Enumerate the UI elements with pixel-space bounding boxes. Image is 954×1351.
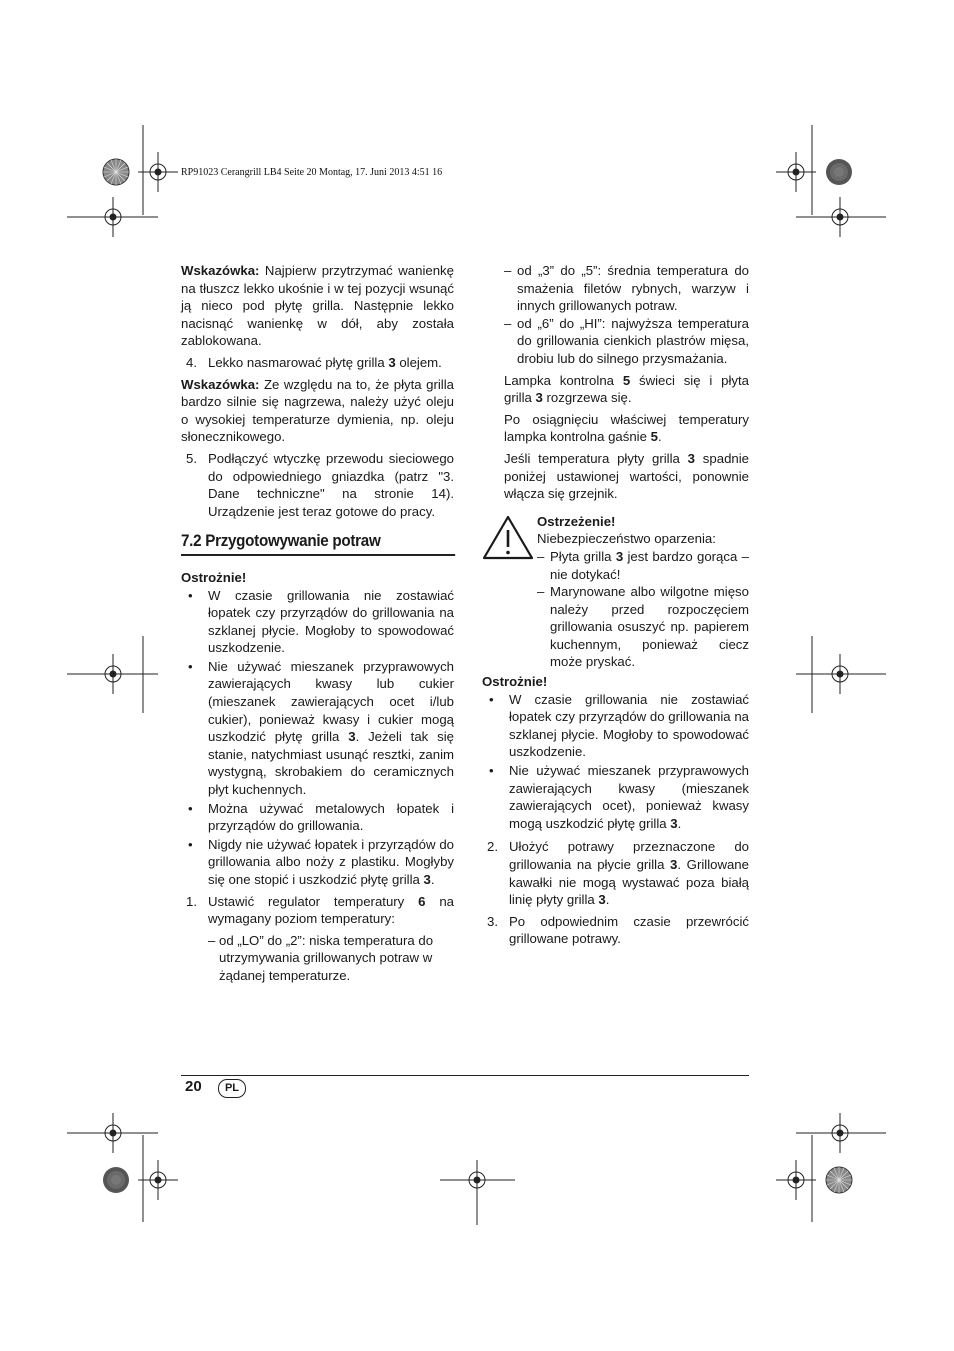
step-4: 4. Lekko nasmarować płytę grilla 3 olejem. bbox=[186, 354, 442, 370]
left-column bbox=[181, 262, 454, 985]
right-list bbox=[482, 691, 749, 948]
footer-rule bbox=[181, 1075, 749, 1076]
bullet-item: • W czasie grillowania nie zostawiać łopatek czy przyrządów do grillowania na szklanej płycie. Mogłoby to spowodować uszkodzenie. bbox=[188, 587, 454, 656]
right-column bbox=[482, 262, 749, 948]
warning-content bbox=[537, 513, 749, 671]
bullet-item: • Nie używać mieszanek przyprawowych zawierających kwasy lub cukier (mieszanek zawierających ocet i/lub cukier), ponieważ kwasy i cukier mogą uszkodzić płytę grilla 3. Jeżeli tak się stanie, natychmiast usunąć resztki, zanim wystygną, skrobakiem do ceramicznych płyt kuchennych. bbox=[188, 658, 454, 798]
section-title: 7.2 Przygotowywanie potraw bbox=[181, 533, 455, 556]
step-2: 2. Ułożyć potrawy przeznaczone do grillowania na płycie grilla 3. Grillowane kawałki nie mogą wystawać poza białą linię płyty grilla 3. bbox=[487, 839, 749, 908]
paragraph-lamp-on: Lampka kontrolna 5 świeci się i płyta grilla 3 rozgrzewa się. bbox=[504, 372, 749, 406]
step-3: 3. Po odpowiednim czasie przewrócić grillowane potrawy. bbox=[487, 913, 749, 947]
bullet-item: • Nie używać mieszanek przyprawowych zawierających kwasy (mieszanek zawierających ocet), ponieważ kwasy mogą uszkodzić płytę grilla 3. bbox=[489, 763, 749, 831]
section-heading-wrap bbox=[181, 533, 454, 556]
warning-item: – Marynowane albo wilgotne mięso należy przed rozpoczęciem grillowania osuszyć np. papierem kuchennym, ponieważ ciecz może pryskać. bbox=[537, 584, 749, 670]
temperature-range-medium: – od „3” do „5”: średnia temperatura do smażenia filetów rybnych, warzyw i innych grillowanych potraw. bbox=[504, 263, 749, 314]
temperature-range-low: – od „LO” do „2”: niska temperatura do utrzymywania grillowanych potraw w żądanej temperaturze. bbox=[208, 932, 434, 983]
note-tip-2: Wskazówka: Ze względu na to, że płyta grilla bardzo silnie się nagrzewa, należy użyć oleju o wysokiej temperaturze dymienia, np. oleju słonecznikowego. bbox=[181, 376, 454, 445]
warning-title: Ostrzeżenie! bbox=[537, 513, 616, 529]
bullet-item: • Można używać metalowych łopatek i przyrządów do grillowania. bbox=[188, 800, 454, 834]
caution-label: Ostrożnie! bbox=[482, 674, 548, 690]
warning-triangle-icon bbox=[482, 514, 534, 560]
language-badge: PL bbox=[218, 1079, 246, 1098]
page-number: 20 bbox=[185, 1078, 202, 1095]
paragraph-heater: Jeśli temperatura płyty grilla 3 spadnie poniżej ustawionej wartości, ponownie włącza się grzejnik. bbox=[504, 450, 749, 502]
bullet-item: • W czasie grillowania nie zostawiać łopatek czy przyrządów do grillowania na szklanej płycie. Mogłoby to spowodować uszkodzenie. bbox=[489, 691, 749, 760]
warning-block bbox=[504, 513, 749, 671]
print-header: RP91023 Cerangrill LB4 Seite 20 Montag, 17. Juni 2013 4:51 16 bbox=[181, 167, 443, 178]
temperature-range-high: – od „6” do „HI”: najwyższa temperatura do grillowania cienkich plastrów mięsa, drobiu lub do silnego przysmażania. bbox=[504, 315, 749, 366]
step-5: 5. Podłączyć wtyczkę przewodu sieciowego do odpowiedniego gniazdka (patrz "3. Dane techniczne" na stronie 14). Urządzenie jest teraz gotowe do pracy. bbox=[186, 450, 454, 519]
warning-item: – Płyta grilla 3 jest bardzo gorąca – nie dotykać! bbox=[537, 548, 749, 582]
bullet-item: • Nigdy nie używać łopatek i przyrządów do grillowania albo noży z plastiku. Mogłyby się one stopić i uszkodzić płytę grilla 3. bbox=[188, 836, 454, 887]
step-1: 1. Ustawić regulator temperatury 6 na wymagany poziom temperatury: bbox=[186, 893, 454, 927]
paragraph-lamp-off: Po osiągnięciu właściwej temperatury lampka kontrolna gaśnie 5. bbox=[504, 411, 749, 445]
caution-label: Ostrożnie! bbox=[181, 569, 247, 585]
warning-subtitle: Niebezpieczeństwo oparzenia: bbox=[537, 531, 716, 547]
note-tip-1: Wskazówka: Najpierw przytrzymać wanienkę na tłuszcz lekko ukośnie i w tej pozycji wsunąć ją nieco pod płytę grilla. Następnie lekko nacisnąć wanienkę w dół, aby została zablokowana. bbox=[181, 263, 454, 349]
